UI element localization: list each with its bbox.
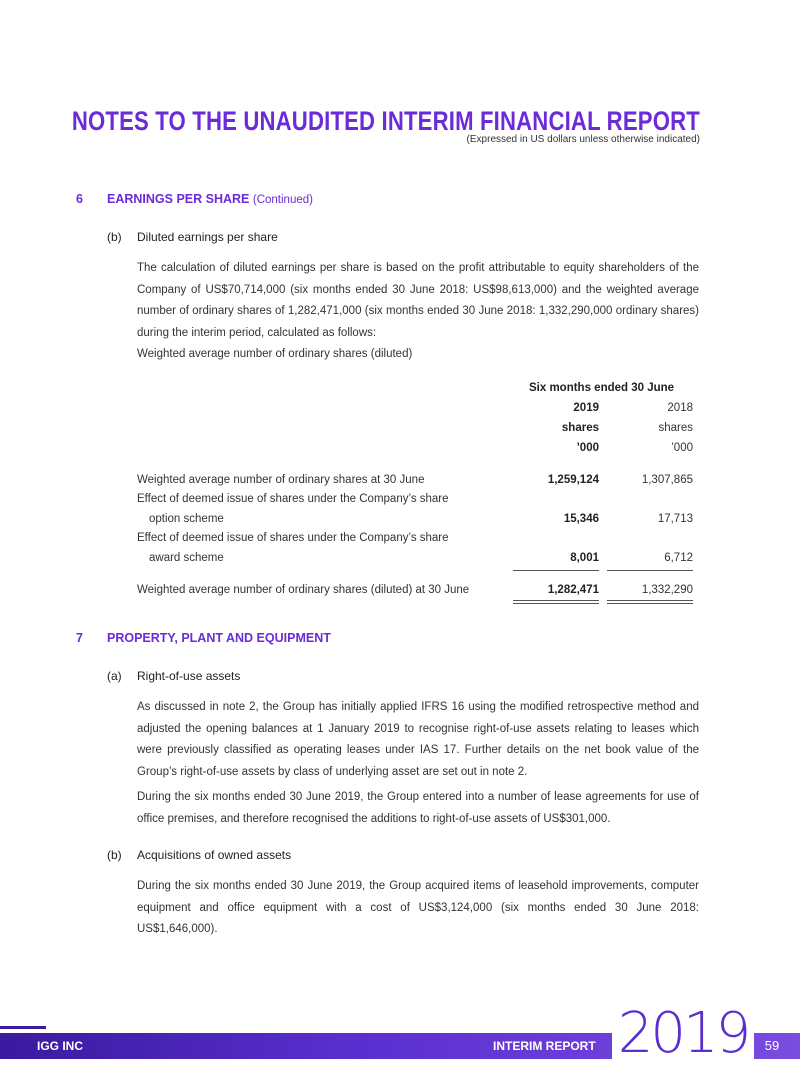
total-double-rule-2019 — [513, 600, 599, 604]
table-row-value-2018: 17,713 — [657, 513, 693, 525]
footer-company: IGG INC — [37, 1039, 84, 1053]
subsection-7b-title: Acquisitions of owned assets — [137, 848, 292, 862]
col-2018-scale: ’000 — [671, 442, 693, 454]
table-row-value-2019: 1,259,124 — [547, 474, 599, 486]
col-2019-year: 2019 — [573, 402, 599, 414]
col-2019-scale: ’000 — [576, 442, 599, 454]
table-row-value-2019: 15,346 — [563, 513, 599, 525]
subtotal-rule-2018 — [607, 570, 693, 571]
subsection-7a-paragraph-1: As discussed in note 2, the Group has initially applied IFRS 16 using the modified retrospective method and adjusted the opening balances at 1 January 2019 to recognise right-of-use assets relating to leases which were previously classified as operating leases under IAS 17. Further details on the net book value of the Group’s right-of-use assets by class of underlying asset are set out in note 2. — [137, 701, 699, 778]
table-period-header: Six months ended 30 June — [529, 382, 675, 394]
col-2018-year: 2018 — [667, 402, 693, 414]
page-number: 59 — [764, 1038, 780, 1053]
subsection-7a-title: Right-of-use assets — [137, 669, 241, 683]
subsection-7a-paragraph-2: During the six months ended 30 June 2019, the Group entered into a number of lease agreements for use of office premises, and therefore recognised the additions to right-of-use assets of US$301,000. — [137, 791, 699, 825]
table-row-value-2018: 6,712 — [664, 552, 693, 564]
subsection-6b-paragraph: The calculation of diluted earnings per share is based on the profit attributable to equity shareholders of the Company of US$70,714,000 (six months ended 30 June 2018: US$98,613,000) and the weighted average number of ordinary shares of 1,282,471,000 (six months ended 30 June 2018: 1,332,290,000 ordinary shares) during the interim period, calculated as follows: — [137, 262, 699, 339]
table-total-2018: 1,332,290 — [641, 584, 693, 596]
section-6-title-text: EARNINGS PER SHARE — [107, 192, 250, 206]
footer-accent-line — [0, 1026, 46, 1029]
section-6-continued: (Continued) — [252, 194, 313, 206]
table-row-value-2019: 8,001 — [570, 552, 599, 564]
table-row-label: Effect of deemed issue of shares under the Company’s share — [137, 532, 449, 544]
table-row-value-2018: 1,307,865 — [641, 474, 693, 486]
col-2018-unit: shares — [658, 422, 693, 434]
subsection-7b-paragraph: During the six months ended 30 June 2019, the Group acquired items of leasehold improvements, computer equipment and office equipment with a cost of US$3,124,000 (six months ended 30 June 2018: US$1,646,000). — [137, 880, 699, 935]
table-row-label-cont: award scheme — [149, 552, 224, 564]
footer-report-label: INTERIM REPORT — [493, 1039, 596, 1053]
total-double-rule-2018 — [607, 600, 693, 604]
table-caption: Weighted average number of ordinary shares (diluted) — [137, 348, 413, 360]
table-row-label-cont: option scheme — [149, 513, 224, 525]
subsection-7a-letter: (a) — [107, 669, 122, 683]
table-total-2019: 1,282,471 — [547, 584, 599, 596]
col-2019-unit: shares — [561, 422, 599, 434]
section-6-number: 6 — [76, 192, 83, 206]
subsection-7b-letter: (b) — [107, 848, 122, 862]
page-title: NOTES TO THE UNAUDITED INTERIM FINANCIAL REPORT — [71, 106, 700, 136]
section-7-title: PROPERTY, PLANT AND EQUIPMENT — [107, 631, 331, 645]
table-row-label: Weighted average number of ordinary shares at 30 June — [137, 474, 425, 486]
footer-year-logo: 2019 — [617, 1001, 749, 1066]
subtotal-rule-2019 — [513, 570, 599, 571]
page-subtitle: (Expressed in US dollars unless otherwise indicated) — [466, 134, 700, 145]
table-total-label: Weighted average number of ordinary shares (diluted) at 30 June — [137, 584, 470, 596]
subsection-6b-title: Diluted earnings per share — [137, 230, 278, 244]
table-row-label: Effect of deemed issue of shares under the Company’s share — [137, 493, 449, 505]
section-6-title — [107, 192, 313, 206]
section-7-number: 7 — [76, 631, 83, 645]
subsection-6b-letter: (b) — [107, 230, 122, 244]
